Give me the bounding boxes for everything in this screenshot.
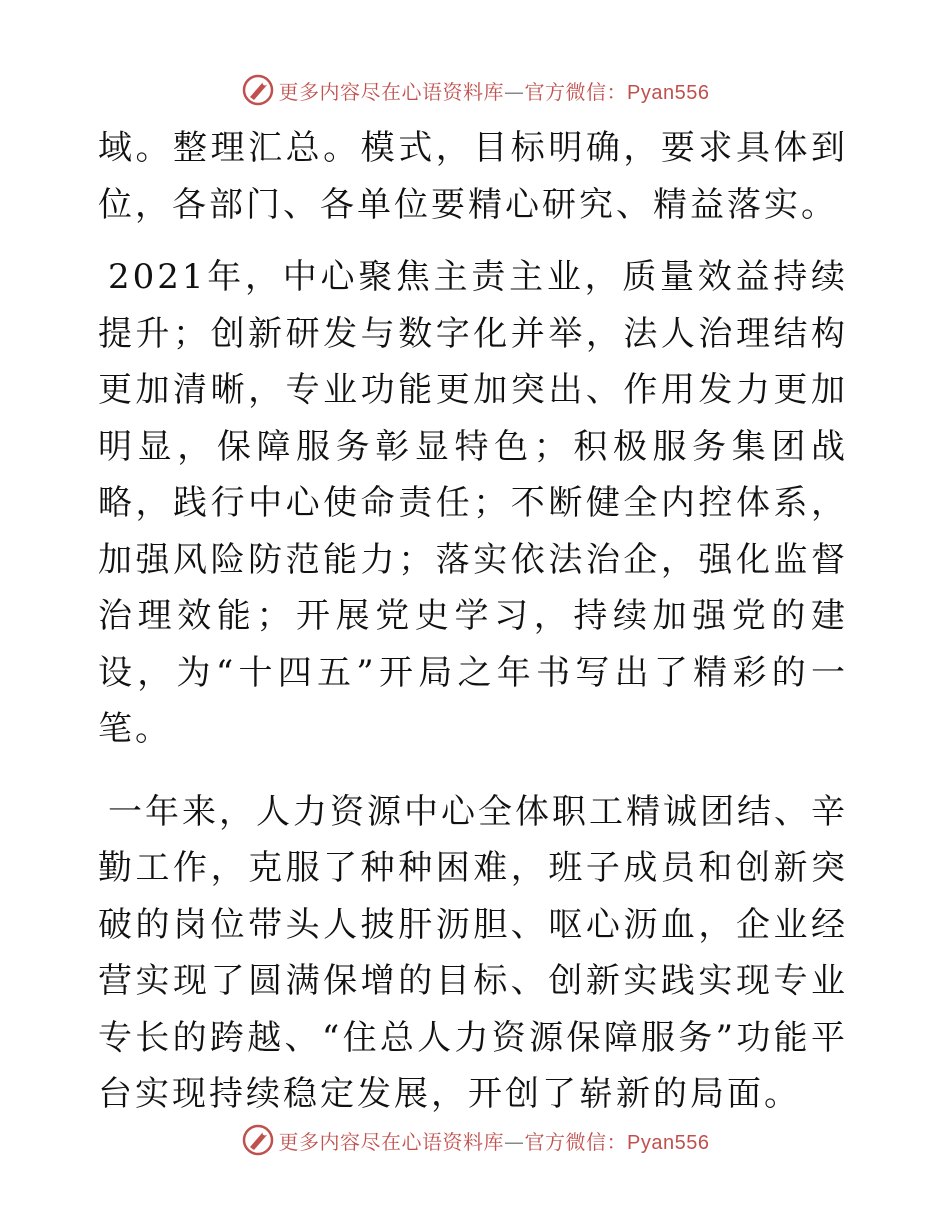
contact-label: 官方微信： [524, 1129, 628, 1154]
contact-label: 官方微信： [524, 79, 628, 104]
watermark-separator: — [504, 79, 525, 104]
watermark-logo-icon [241, 1123, 275, 1157]
paragraph-2: 2021年，中心聚焦主责主业，质量效益持续提升；创新研发与数字化并举，法人治理结构更加清晰，专业功能更加突出、作用发力更加明显，保障服务彰显特色；积极服务集团战略，践行中心使命责任；不断健全内控体系，加强风险防范能力；落实依法治企，强化监督治理效能；开展党史学习，持续加强党的建设，为“十四五”开局之年书写出了精彩的一笔。 [98, 257, 848, 749]
watermark-text: 更多内容尽在心语资料库 [278, 79, 505, 104]
contact-id: Pyan556 [627, 81, 710, 104]
header-watermark [0, 70, 950, 110]
document-body [98, 120, 848, 1123]
footer-watermark [0, 1120, 950, 1160]
watermark-text: 更多内容尽在心语资料库 [278, 1129, 505, 1154]
watermark-separator: — [504, 1129, 525, 1154]
paragraph-3: 一年来，人力资源中心全体职工精诚团结、辛勤工作，克服了种种困难，班子成员和创新突破的岗位带头人披肝沥胆、呕心沥血，企业经营实现了圆满保增的目标、创新实践实现专业专长的跨越、“住总人力资源保障服务”功能平台实现持续稳定发展，开创了崭新的局面。 [98, 791, 848, 1114]
contact-id: Pyan556 [627, 1131, 710, 1154]
paragraph-1: 域。整理汇总。模式，目标明确，要求具体到位，各部门、各单位要精心研究、精益落实。 [98, 128, 848, 225]
watermark-logo-icon [241, 73, 275, 107]
